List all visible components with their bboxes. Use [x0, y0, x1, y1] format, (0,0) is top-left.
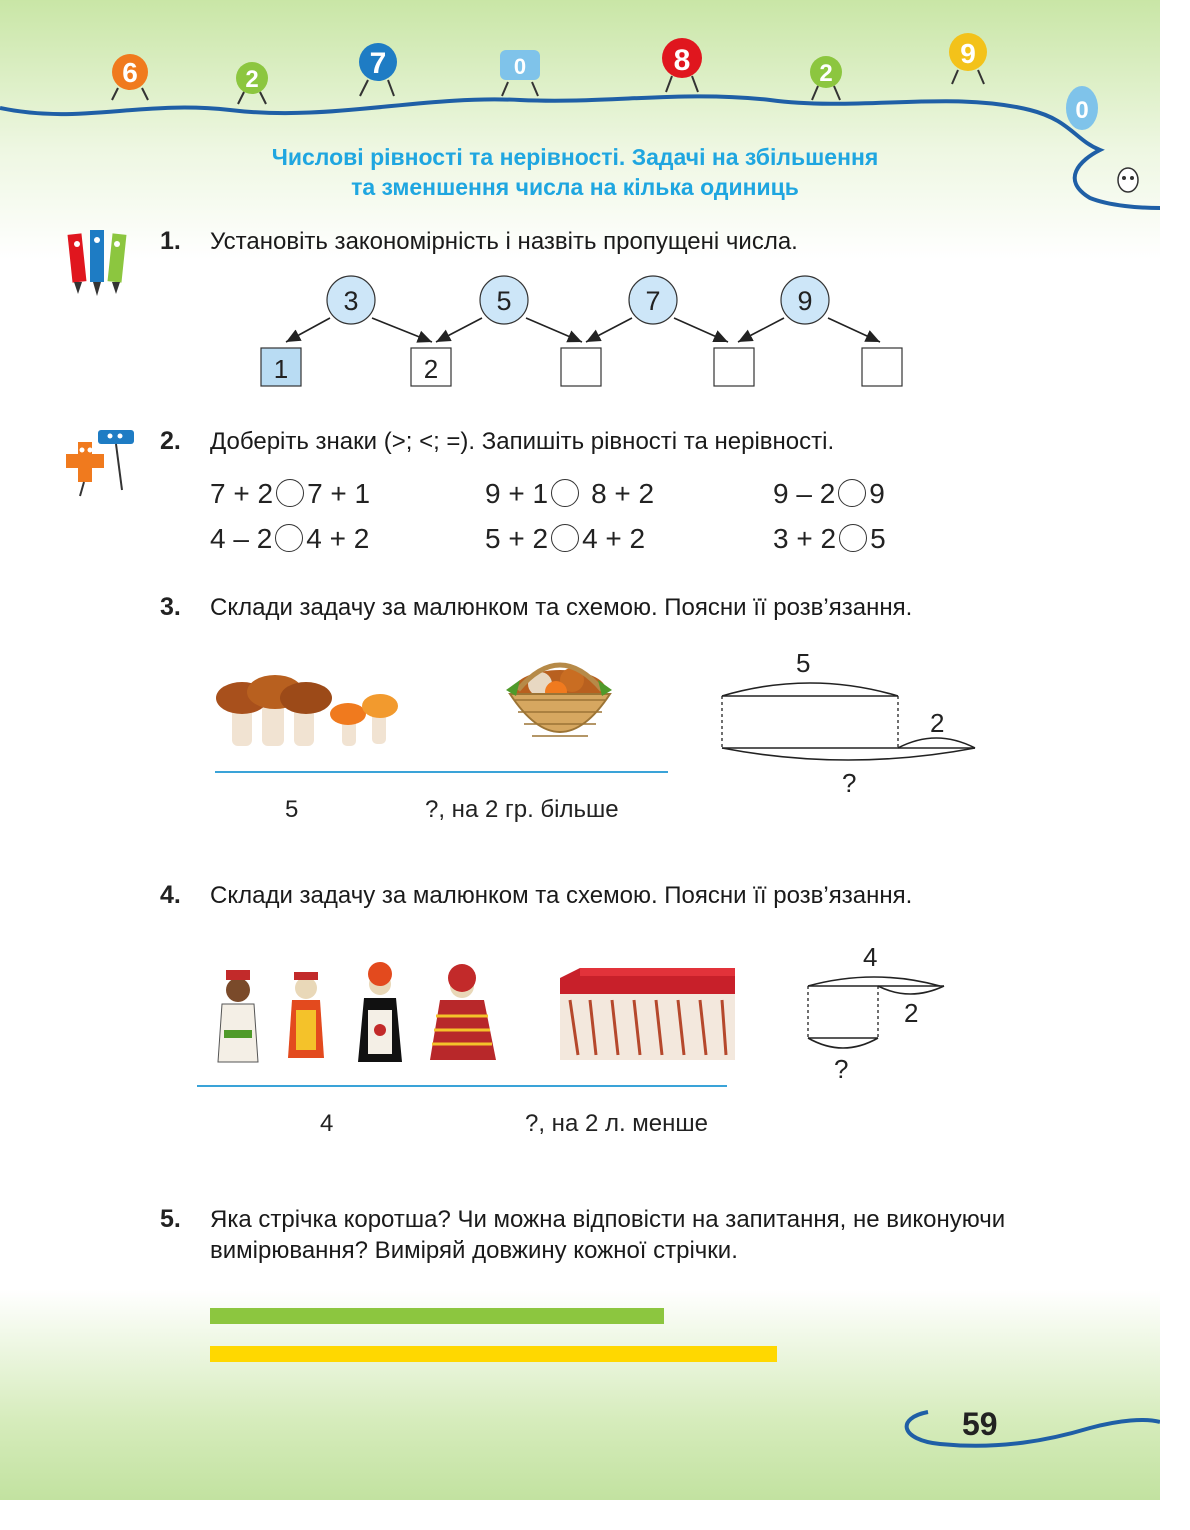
left-quantity-label: 4 — [320, 1110, 334, 1137]
page-title-line-1: Числові рівності та нерівності. Задачі на збільшення — [271, 144, 879, 170]
task-text: Доберіть знаки (>; <; =). Запишіть рівності та нерівності. — [210, 428, 835, 455]
left-quantity-label: 5 — [285, 796, 299, 823]
task-text: Склади задачу за малюнком та схемою. Поясни її розв’язання. — [210, 594, 913, 621]
comparison-expression: 9 – 2 9 — [773, 478, 885, 509]
comparison-expression: 7 + 2 7 + 1 — [210, 478, 371, 509]
svg-text:3: 3 — [343, 286, 359, 316]
svg-text:5: 5 — [496, 286, 512, 316]
scheme-bottom-label: ? — [842, 768, 857, 798]
svg-text:9: 9 — [797, 286, 813, 316]
task-text: Яка стрічка коротша? Чи можна відповісти на запитання, не виконуючи вимірювання? Виміряй довжину кожної стрічки. — [210, 1206, 1006, 1264]
task-number: 1. — [160, 227, 181, 255]
page-title-line-2: та зменшення числа на кілька одиниць — [351, 174, 799, 200]
svg-text:0: 0 — [513, 54, 527, 79]
comparison-expression: 3 + 2 5 — [773, 523, 886, 554]
svg-text:2: 2 — [423, 354, 439, 384]
task-number: 3. — [160, 593, 181, 621]
task-number: 4. — [160, 881, 181, 909]
page-number: 59 — [962, 1406, 998, 1442]
svg-text:8: 8 — [673, 44, 691, 77]
svg-text:2: 2 — [819, 60, 833, 87]
right-quantity-label: ?, на 2 гр. більше — [425, 796, 619, 823]
task-number: 2. — [160, 427, 181, 455]
svg-text:0: 0 — [1075, 97, 1089, 124]
svg-text:6: 6 — [122, 57, 138, 88]
svg-text:9: 9 — [960, 38, 976, 69]
scheme-side-label: 2 — [930, 708, 945, 738]
svg-text:7: 7 — [645, 286, 661, 316]
task-text: Установіть закономірність і назвіть пропущені числа. — [210, 228, 798, 255]
task-text: Склади задачу за малюнком та схемою. Поясни її розв’язання. — [210, 882, 913, 909]
right-quantity-label: ?, на 2 л. менше — [525, 1110, 709, 1137]
svg-text:7: 7 — [369, 47, 387, 80]
comparison-expression: 9 + 1 8 + 2 — [485, 478, 655, 509]
svg-text:1: 1 — [273, 354, 289, 384]
comparison-expression: 4 – 2 4 + 2 — [210, 523, 370, 554]
comparison-expression: 5 + 2 4 + 2 — [485, 523, 646, 554]
scheme-top-label: 5 — [796, 648, 811, 678]
scheme-top-label: 4 — [863, 942, 878, 972]
svg-text:2: 2 — [245, 66, 259, 93]
scheme-bottom-label: ? — [834, 1054, 849, 1084]
scheme-side-label: 2 — [904, 998, 919, 1028]
task-number: 5. — [160, 1205, 181, 1233]
